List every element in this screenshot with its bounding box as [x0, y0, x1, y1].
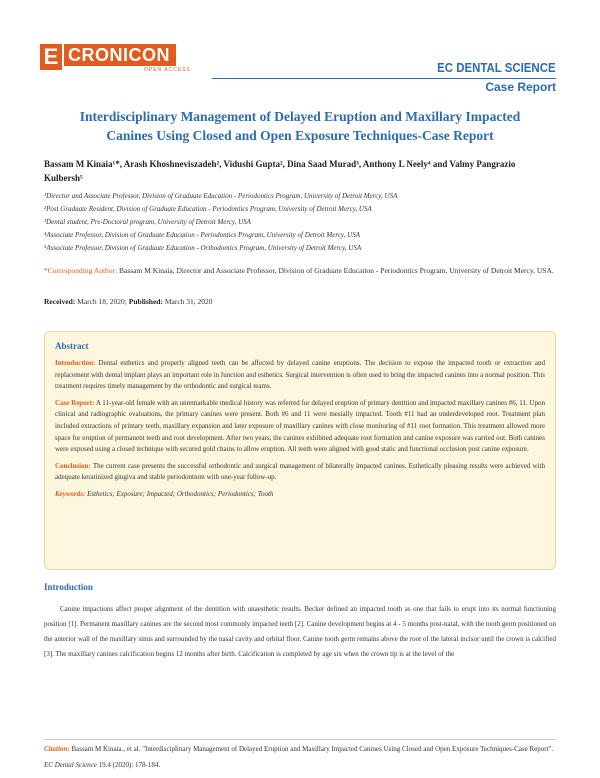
abstract-box: [44, 331, 556, 570]
logo-subtitle: OPEN ACCESS: [144, 67, 191, 73]
logo-letter: E: [40, 44, 62, 70]
footer-rule: [44, 739, 556, 740]
introduction-body: Canine impactions affect proper alignment of the dentition with unaesthetic results. Becker defined an impacted tooth as one that fails to erupt into its normal functioning position [1]. Permanent maxillary canines are the second most commonly impacted teeth [2]. Canine development begins at 4 - 5 months post-natal, with the tooth germ positioned on the anterior wall of the maxillary sinus and surrounded by the nasal cavity and orbital floor. Canine tooth germ remains above the root of the lateral incisor until the crown is calcified [3]. The maxillary canines calcification begins 12 months after birth. Calcification is completed by age six when the crown tip is at the level of the: [44, 605, 556, 658]
abstract-conclusion-text: The current case presents the successful orthodontic and surgical management of bilaterally impacted canines. Esthetically pleasing results were achieved with adequate keratinized gingiva and stable periodontium with one-year follow-up.: [55, 461, 545, 482]
corresponding-author: [44, 264, 556, 277]
affiliation-3: ³Dental student, Pre-Doctoral program, University of Detroit Mercy, USA: [44, 218, 251, 226]
citation-text: Bassam M Kinaia., et al. "Interdisciplinary Management of Delayed Eruption and Maxillary Impacted Canines Using Closed and Open Exposure Techniques-Case Report".: [69, 745, 554, 753]
published-date: March 31, 2020: [162, 297, 213, 306]
introduction-heading: Introduction: [44, 582, 93, 592]
publication-dates: [44, 296, 213, 308]
affiliation-1: ¹Director and Associate Professor, Division of Graduate Education - Periodontics Program, University of Detroit Mercy, USA: [44, 192, 398, 200]
citation-rest: 19.4 (2020): 178-184.: [96, 761, 161, 769]
published-label: Published:: [126, 297, 163, 306]
article-type: Case Report: [485, 80, 556, 94]
cronicon-logo: [40, 42, 200, 74]
abstract-keywords: [55, 489, 545, 501]
affiliation-2: ²Post Graduate Resident, Division of Graduate Education - Periodontics Program, University of Detroit Mercy, USA: [44, 205, 372, 213]
citation-label: Citation:: [44, 745, 70, 753]
keywords-text: Esthetics; Exposure; Impacted; Orthodontics; Periodontics; Tooth: [85, 489, 274, 498]
journal-name: EC DENTAL SCIENCE: [437, 60, 556, 75]
logo-word: CRONICON: [64, 44, 176, 66]
abstract-conclusion-label: Conclusion:: [55, 461, 91, 470]
keywords-label: Keywords:: [55, 489, 86, 498]
abstract-case-text: A 11-year-old female with an unremarkable medical history was referred for delayed eruption of primary dentition and impacted maxillary canines #6, 11. Upon clinical and radiographic evaluations, the primary canines were present. Both #6 and 11 were mesially impacted. Tooth #11 had an underdeveloped root. Treatment plan included extractions of primary teeth, maxillary expansion and later exposure of maxillary canines with close monitoring of #11 root formation. This treatment allowed more space for eruption of permanent teeth and root development. After two years, the canines exhibited adequate root formation and canine exposure was carried out. Both canines were exposed using a closed technique with secured gold chains to allow eruption. All teeth were aligned with good static and functional occlusion post canine exposure.: [55, 398, 545, 454]
abstract-case-label: Case Report:: [55, 398, 95, 407]
abstract-introduction-text: Dental esthetics and properly aligned teeth can be affected by delayed canine eruptions. The decision to expose the impacted tooth or extraction and replacement with dental implant plays an important role in function and esthetics. Surgical intervention is often used to bring the impacted canines into a normal position. This treatment requires timely management by the orthodontic and surgical teams.: [55, 359, 545, 391]
abstract-heading: Abstract: [55, 341, 89, 351]
abstract-case-report: [55, 398, 545, 456]
received-label: Received:: [44, 297, 76, 306]
header-rule: [212, 78, 556, 79]
affiliations: [44, 190, 556, 255]
abstract-introduction: [55, 358, 545, 393]
corresponding-author-label: *Corresponding Author:: [44, 266, 118, 275]
citation-journal: EC Dental Science: [44, 761, 97, 769]
author-list: Bassam M Kinaia¹*, Arash Khoshneviszadeh², Vidushi Gupta², Dina Saad Murad³, Anthony L Neely⁴ and Valmy Pangrazio Kulbersh⁵: [44, 159, 516, 183]
article-title: Interdisciplinary Management of Delayed Eruption and Maxillary Impacted Canines Using Closed and Open Exposure Techniques-Case Report: [79, 109, 521, 143]
affiliation-5: ⁵Associate Professor, Division of Graduate Education - Orthodontics Program, University of Detroit Mercy, USA: [44, 244, 362, 252]
abstract-conclusion: [55, 461, 545, 484]
received-date: March 18, 2020;: [75, 297, 127, 306]
corresponding-author-text: Bassam M Kinaia, Director and Associate Professor, Division of Graduate Education - Periodontics Program, University of Detroit Mercy, USA.: [117, 266, 554, 275]
citation: [44, 741, 556, 773]
affiliation-4: ⁴Associate Professor, Division of Graduate Education - Periodontics Program, University of Detroit Mercy, USA: [44, 231, 360, 239]
abstract-introduction-label: Introduction:: [55, 359, 96, 367]
